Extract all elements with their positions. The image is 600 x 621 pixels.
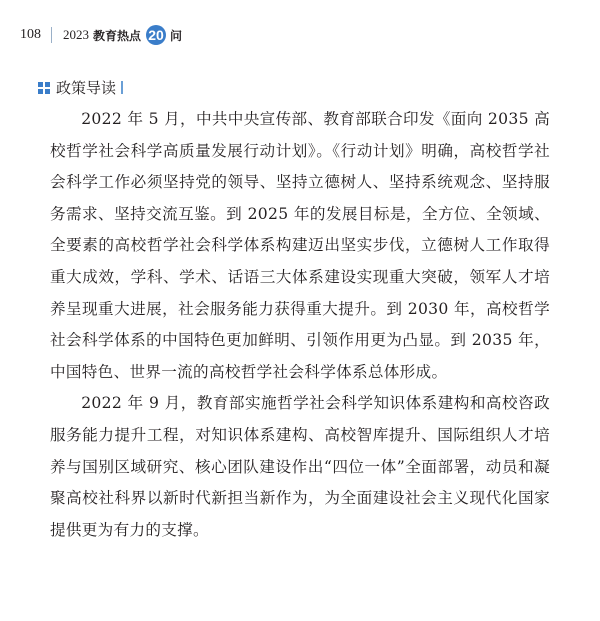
header-divider <box>51 27 52 43</box>
heading-bar-decoration <box>121 81 123 94</box>
book-year: 2023 <box>63 27 89 42</box>
book-title: 教育热点 <box>93 28 142 43</box>
section-title: 政策导读 <box>56 79 117 97</box>
running-header <box>20 24 182 46</box>
grid-square-icon <box>38 82 50 94</box>
page-number: 108 <box>20 27 41 42</box>
paragraph-2: 2022 年 9 月，教育部实施哲学社会科学知识体系建构和高校咨政服务能力提升工程，对知识体系建构、高校智库提升、国际组织人才培养与国别区域研究、核心团队建设作出“四位一体”全面部署，动员和凝聚高校社科界以新时代新担当新作为，为全面建设社会主义现代化国家提供更为有力的支撑。 <box>50 394 550 539</box>
book-title-suffix: 问 <box>170 28 183 43</box>
section-heading <box>38 77 123 98</box>
body-text <box>50 104 550 546</box>
number-badge: 20 <box>146 25 166 45</box>
paragraph-1: 2022 年 5 月，中共中央宣传部、教育部联合印发《面向 2035 高校哲学社会科学高质量发展行动计划》。《行动计划》明确，高校哲学社会科学工作必须坚持党的领导、坚持立德树人、坚持系统观念、坚持服务需求、坚持交流互鉴。到 2025 年的发展目标是，全方位、全领域、全要素的高校哲学社会科学体系构建迈出坚实步伐，立德树人工作取得重大成效，学科、学术、话语三大体系建设实现重大突破，领军人才培养呈现重大进展，社会服务能力获得重大提升。到 2030 年，高校哲学社会科学体系的中国特色更加鲜明、引领作用更为凸显。到 2035 年，中国特色、世界一流的高校哲学社会科学体系总体形成。 <box>50 110 550 381</box>
